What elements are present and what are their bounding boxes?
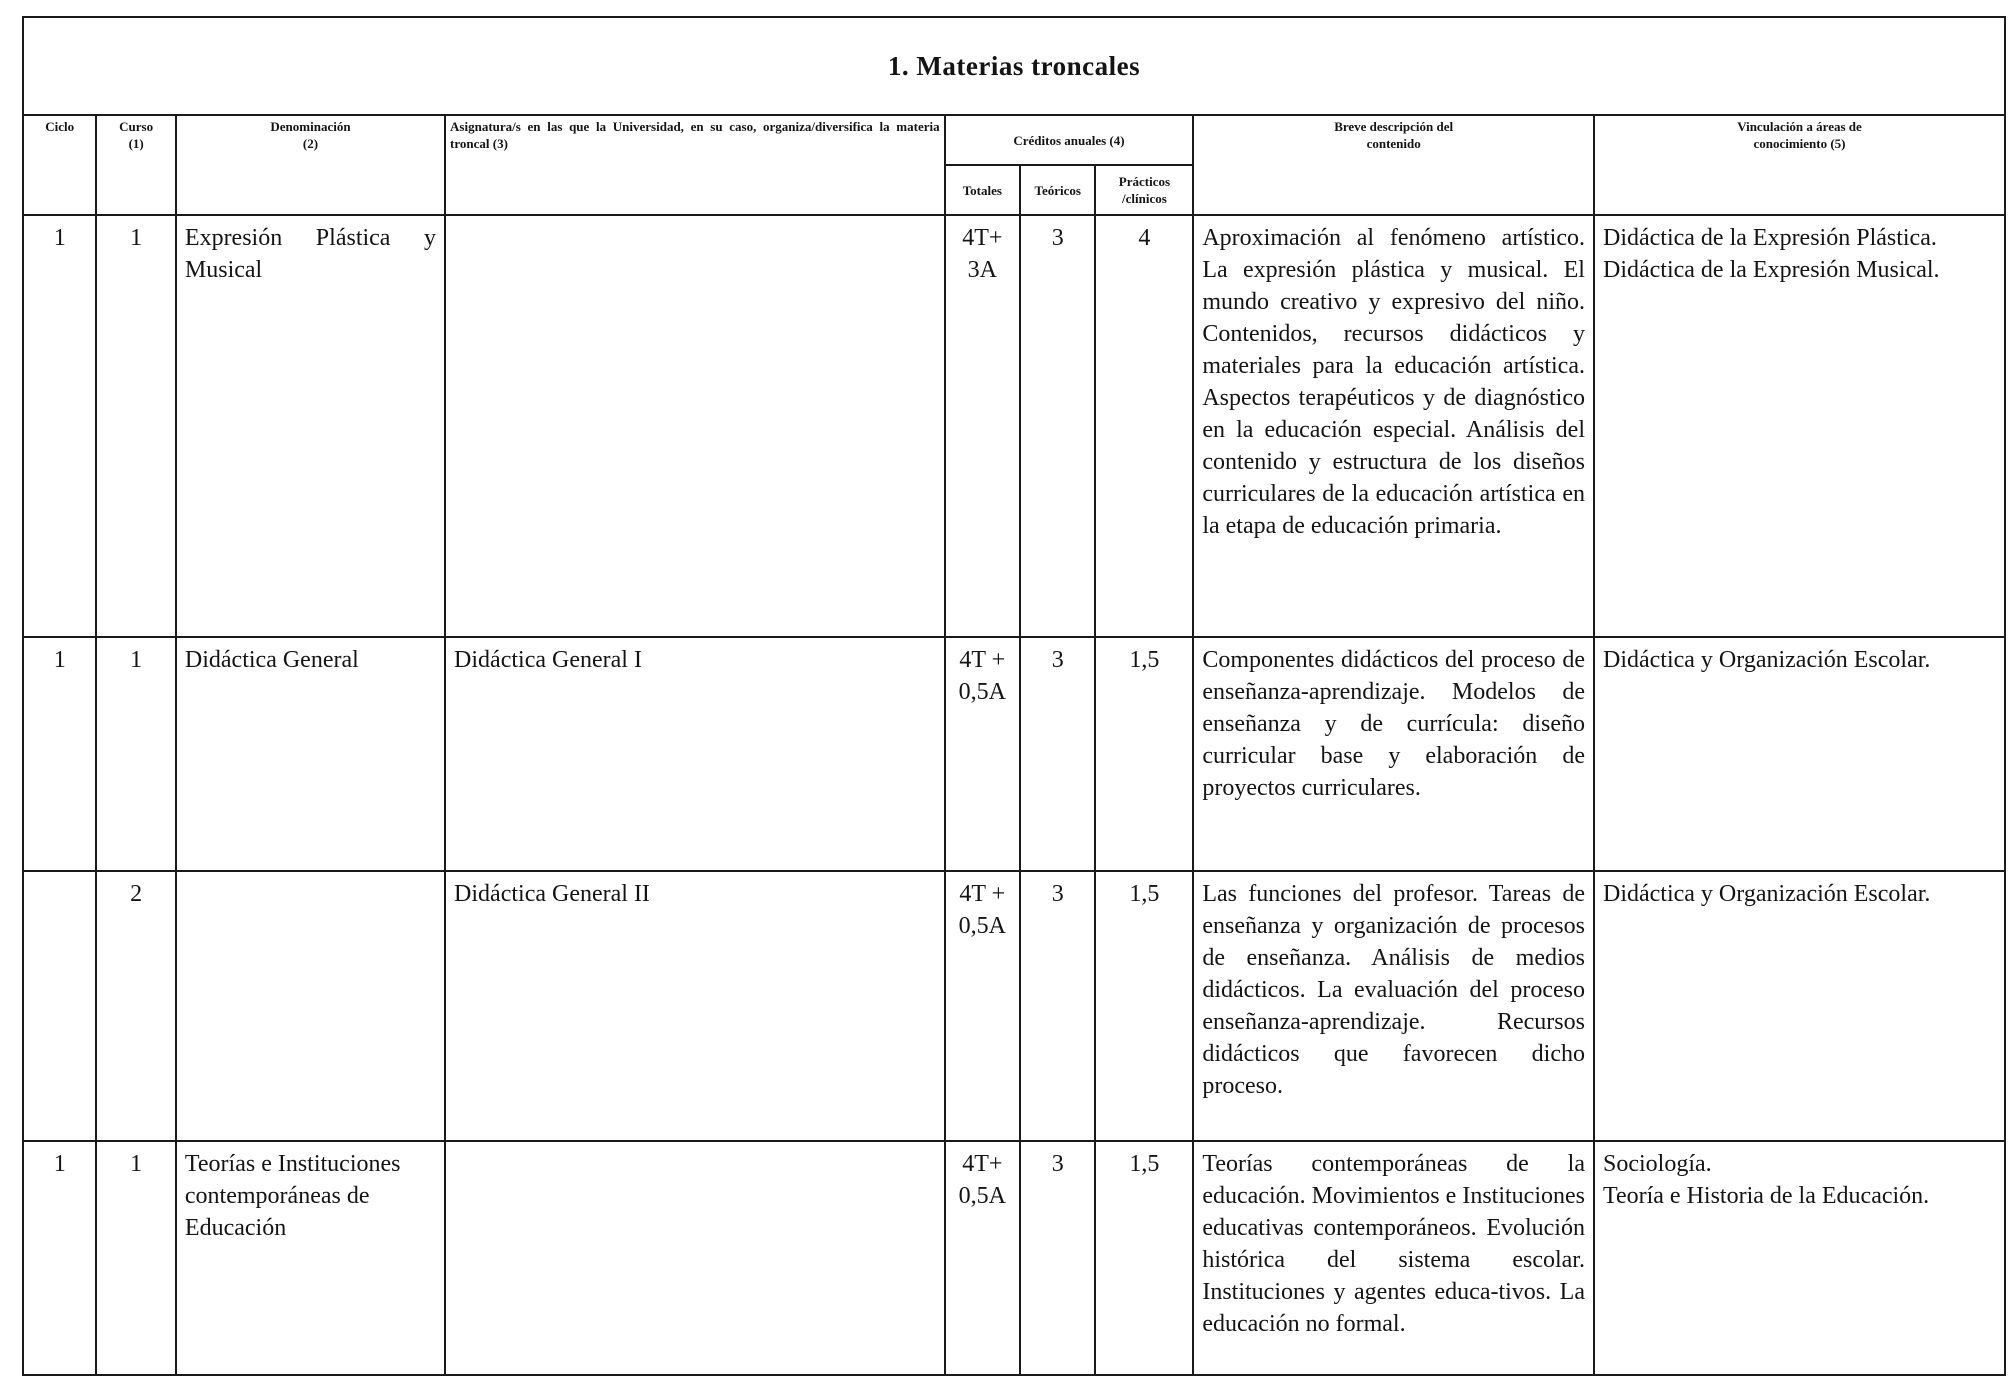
header-teoricos: Teóricos xyxy=(1020,165,1095,215)
header-practicos: Prácticos /clínicos xyxy=(1095,165,1193,215)
cell-totales: 4T + 0,5A xyxy=(945,637,1020,871)
cell-vinculacion: Didáctica y Organización Escolar. xyxy=(1594,871,2005,1141)
table-row xyxy=(23,871,2005,1141)
cell-teoricos: 3 xyxy=(1020,637,1095,871)
cell-vinculacion: Didáctica de la Expresión Plástica. Didáctica de la Expresión Musical. xyxy=(1594,215,2005,637)
cell-denominacion: Teorías e Instituciones contemporáneas de Educación xyxy=(176,1141,445,1375)
header-vinculacion: Vinculación a áreas de conocimiento (5) xyxy=(1594,115,2005,215)
document-page xyxy=(22,16,2006,1340)
cell-ciclo: 1 xyxy=(23,215,96,637)
cell-practicos: 1,5 xyxy=(1095,637,1193,871)
header-denominacion: Denominación (2) xyxy=(176,115,445,215)
cell-ciclo xyxy=(23,871,96,1141)
cell-asignatura xyxy=(445,1141,945,1375)
cell-descripcion: Aproximación al fenómeno artístico. La expresión plástica y musical. El mundo creativo y expresivo del niño. Contenidos, recursos didácticos y materiales para la educación artística. Aspectos terapéuticos y de diagnóstico en la educación especial. Análisis del contenido y estructura de los diseños curriculares de la educación artística en la etapa de educación primaria. xyxy=(1193,215,1594,637)
cell-denominacion xyxy=(176,871,445,1141)
header-creditos: Créditos anuales (4) xyxy=(945,115,1194,165)
cell-totales: 4T+ 0,5A xyxy=(945,1141,1020,1375)
header-ciclo: Ciclo xyxy=(23,115,96,215)
title-row xyxy=(23,17,2005,115)
cell-denominacion: Expresión Plástica y Musical xyxy=(176,215,445,637)
cell-ciclo: 1 xyxy=(23,1141,96,1375)
cell-totales: 4T+ 3A xyxy=(945,215,1020,637)
cell-totales: 4T + 0,5A xyxy=(945,871,1020,1141)
header-asignatura: Asignatura/s en las que la Universidad, en su caso, organiza/diversifica la materia troncal (3) xyxy=(445,115,945,215)
cell-vinculacion: Sociología. Teoría e Historia de la Educación. xyxy=(1594,1141,2005,1375)
table-row xyxy=(23,215,2005,637)
cell-practicos: 1,5 xyxy=(1095,871,1193,1141)
cell-ciclo: 1 xyxy=(23,637,96,871)
cell-curso: 1 xyxy=(96,215,176,637)
cell-descripcion: Componentes didácticos del proceso de enseñanza-aprendizaje. Modelos de enseñanza y de currícula: diseño curricular base y elaboración de proyectos curriculares. xyxy=(1193,637,1594,871)
table-title: 1. Materias troncales xyxy=(23,17,2005,115)
header-totales: Totales xyxy=(945,165,1020,215)
cell-descripcion: Las funciones del profesor. Tareas de enseñanza y organización de procesos de enseñanza. Análisis de medios didácticos. La evaluación del proceso enseñanza-aprendizaje. Recursos didácticos que favorecen dicho proceso. xyxy=(1193,871,1594,1141)
cell-practicos: 4 xyxy=(1095,215,1193,637)
cell-asignatura: Didáctica General II xyxy=(445,871,945,1141)
header-row xyxy=(23,115,2005,165)
cell-denominacion: Didáctica General xyxy=(176,637,445,871)
header-descripcion: Breve descripción del contenido xyxy=(1193,115,1594,215)
cell-asignatura xyxy=(445,215,945,637)
header-curso: Curso (1) xyxy=(96,115,176,215)
cell-teoricos: 3 xyxy=(1020,215,1095,637)
cell-curso: 2 xyxy=(96,871,176,1141)
cell-descripcion: Teorías contemporáneas de la educación. Movimientos e Instituciones educativas contemporáneos. Evolución histórica del sistema escolar. Instituciones y agentes educa-tivos. La educación no formal. xyxy=(1193,1141,1594,1375)
cell-curso: 1 xyxy=(96,637,176,871)
cell-teoricos: 3 xyxy=(1020,871,1095,1141)
table-row xyxy=(23,1141,2005,1375)
cell-teoricos: 3 xyxy=(1020,1141,1095,1375)
cell-asignatura: Didáctica General I xyxy=(445,637,945,871)
cell-practicos: 1,5 xyxy=(1095,1141,1193,1375)
cell-curso: 1 xyxy=(96,1141,176,1375)
table-row xyxy=(23,637,2005,871)
materias-troncales-table xyxy=(22,16,2006,1376)
cell-vinculacion: Didáctica y Organización Escolar. xyxy=(1594,637,2005,871)
